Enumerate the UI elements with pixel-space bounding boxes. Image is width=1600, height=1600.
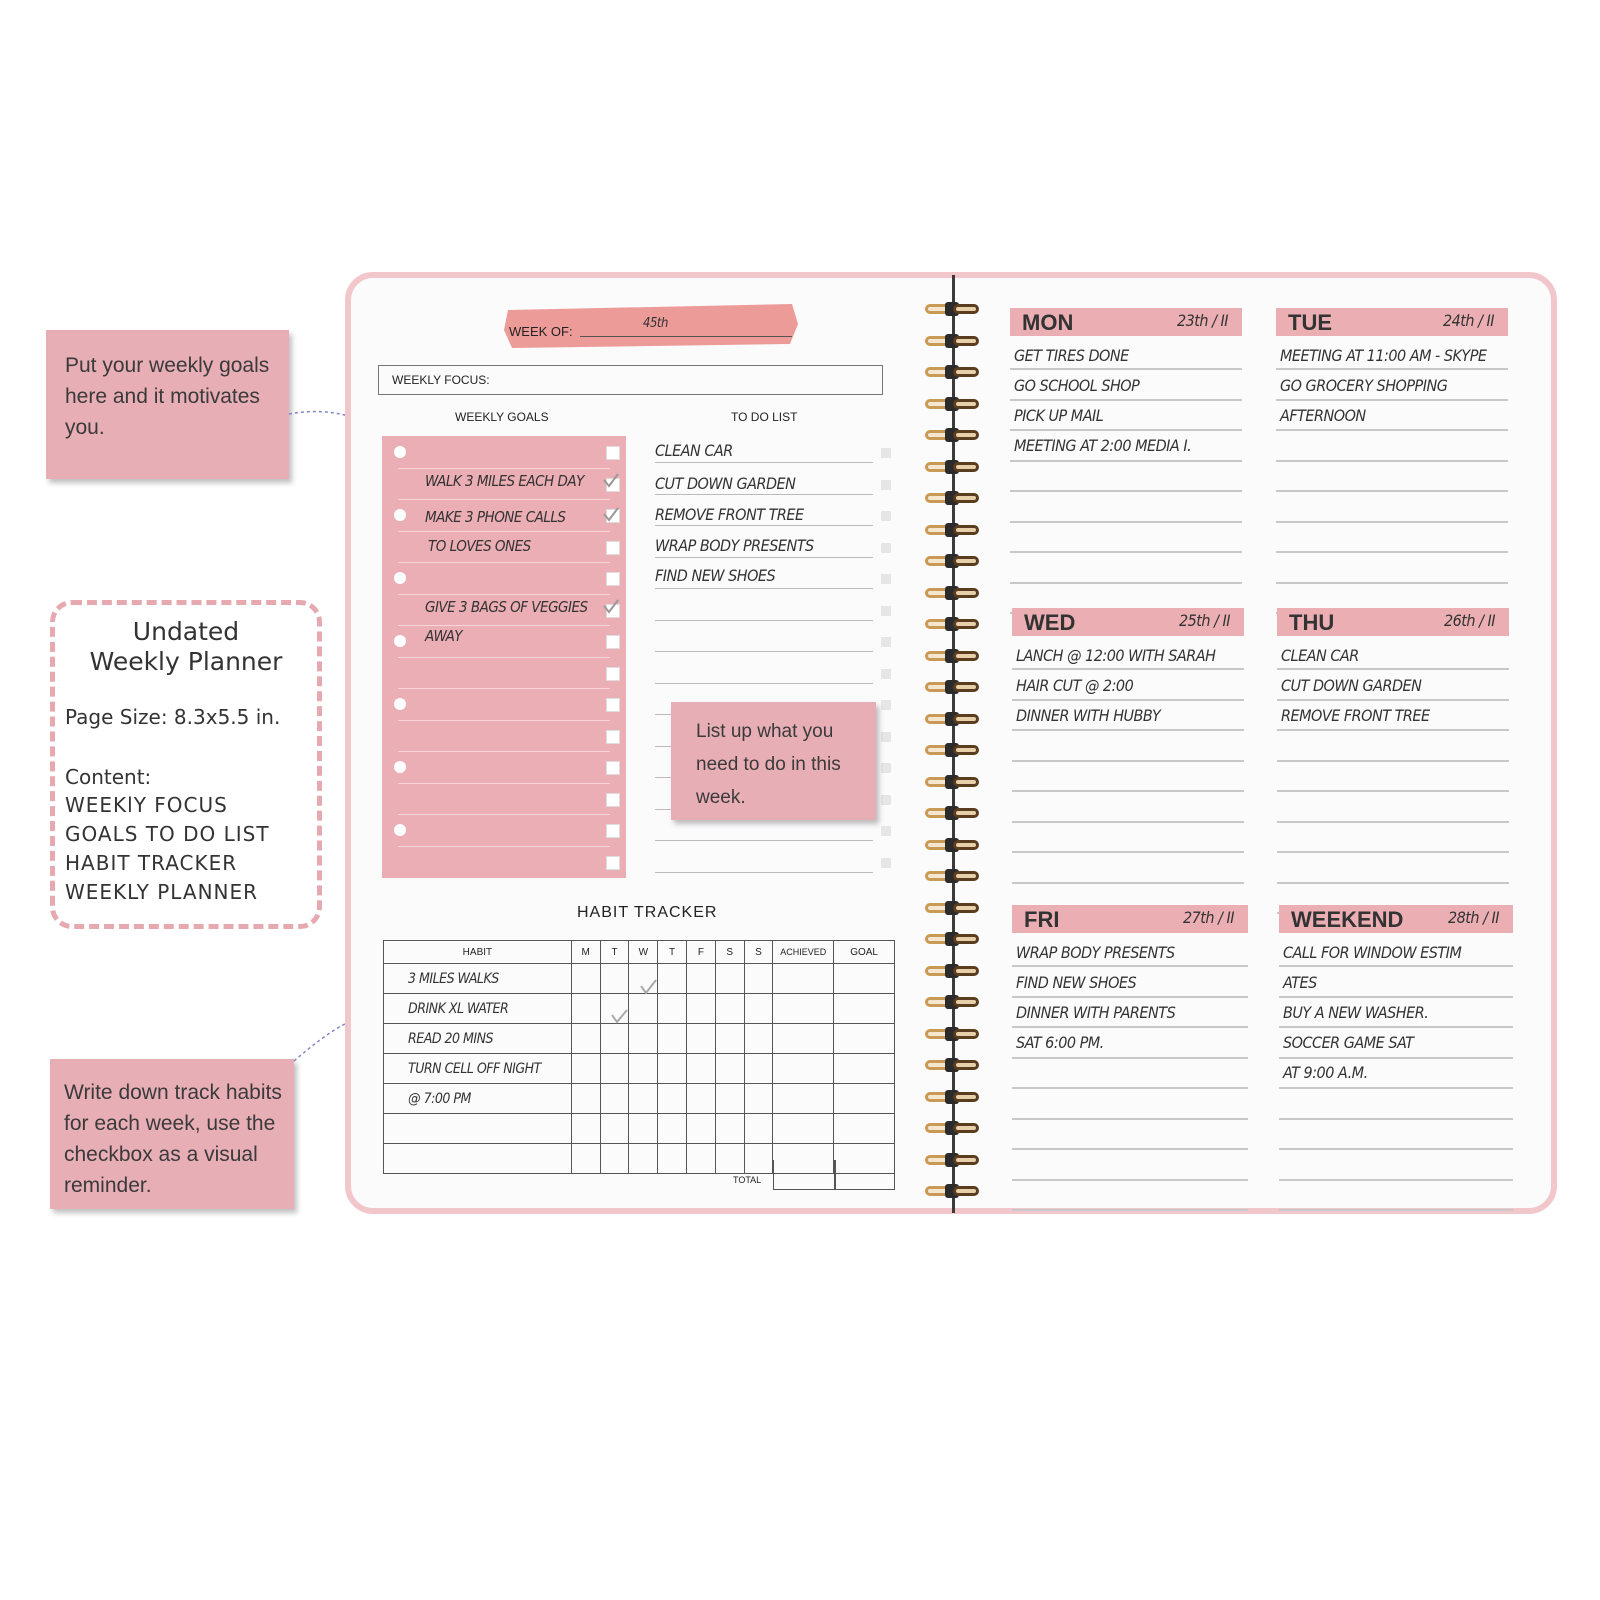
day-date: 27th / II — [1182, 908, 1234, 927]
habit-col-header: T — [600, 941, 629, 964]
day-entry: CUT DOWN GARDEN — [1281, 676, 1422, 695]
habit-name: @ 7:00 PM — [408, 1090, 471, 1107]
goal-text: WALK 3 MILES EACH DAY — [425, 472, 584, 490]
habit-col-header: M — [571, 941, 600, 964]
day-name: MON — [1022, 310, 1074, 335]
info-content-item: HABIT TRACKER — [65, 851, 238, 875]
weekly-goals-label: WEEKLY GOALS — [455, 410, 549, 424]
habit-col-header: S — [744, 941, 773, 964]
day-entry: CALL FOR WINDOW ESTIM — [1283, 943, 1462, 962]
info-page-size: Page Size: 8.3x5.5 in. — [65, 705, 281, 729]
day-date: 23th / II — [1176, 311, 1228, 330]
todo-text: FIND NEW SHOES — [655, 566, 776, 585]
habit-col-header: T — [658, 941, 687, 964]
day-entry: GO GROCERY SHOPPING — [1280, 376, 1448, 395]
habit-name: DRINK XL WATER — [408, 1000, 509, 1017]
day-entry: SAT 6:00 PM. — [1016, 1033, 1104, 1052]
day-name: THU — [1289, 610, 1335, 635]
habit-col-header: F — [686, 941, 715, 964]
week-of-label: WEEK OF: — [509, 324, 573, 339]
habit-col-header: ACHIEVED — [773, 941, 834, 964]
day-entry: LANCH @ 12:00 WITH SARAH — [1016, 646, 1216, 665]
habit-col-header: W — [629, 941, 658, 964]
day-entry: GO SCHOOL SHOP — [1014, 376, 1140, 395]
todo-text: WRAP BODY PRESENTS — [655, 536, 814, 555]
total-label: TOTAL — [733, 1175, 762, 1185]
habit-name: READ 20 MINS — [408, 1030, 494, 1047]
day-entry: HAIR CUT @ 2:00 — [1016, 676, 1134, 695]
day-entry: REMOVE FRONT TREE — [1281, 706, 1430, 725]
day-entry: SOCCER GAME SAT — [1283, 1033, 1414, 1052]
day-entry: DINNER WITH PARENTS — [1016, 1003, 1176, 1022]
habits-note-text: Write down track habits for each week, use the checkbox as a visual reminder. — [64, 1081, 282, 1197]
day-date: 24th / II — [1442, 311, 1494, 330]
day-entry: AT 9:00 A.M. — [1283, 1063, 1368, 1082]
habit-col-header: GOAL — [834, 941, 895, 964]
day-entry: MEETING AT 2:00 MEDIA I. — [1014, 436, 1192, 455]
day-entry: WRAP BODY PRESENTS — [1016, 943, 1175, 962]
todo-text: CLEAN CAR — [655, 441, 733, 460]
day-date: 28th / II — [1447, 908, 1499, 927]
day-name: FRI — [1024, 907, 1060, 932]
todo-label: TO DO LIST — [731, 410, 798, 424]
habit-col-header: HABIT — [384, 941, 572, 964]
habit-col-header: S — [715, 941, 744, 964]
goals-note-text: Put your weekly goals here and it motivates you. — [65, 354, 270, 439]
goal-text: AWAY — [425, 627, 463, 645]
day-entry: PICK UP MAIL — [1014, 406, 1104, 425]
day-entry: BUY A NEW WASHER. — [1283, 1003, 1429, 1022]
info-content-item: WEEKLY PLANNER — [65, 880, 259, 904]
day-entry: GET TIRES DONE — [1014, 346, 1129, 365]
info-title-2: Weekly Planner — [89, 647, 283, 676]
goal-text: MAKE 3 PHONE CALLS — [425, 508, 566, 526]
week-of-value: 45th — [643, 316, 668, 331]
day-name: TUE — [1288, 310, 1332, 335]
day-name: WED — [1024, 610, 1076, 635]
info-content-item: WEEKlY FOCUS — [65, 793, 228, 817]
day-entry: MEETING AT 11:00 AM - SKYPE — [1280, 346, 1487, 365]
info-content-item: GOALS TO DO LIST — [65, 822, 270, 846]
info-content-label: Content: — [65, 765, 152, 789]
goal-text: GIVE 3 BAGS OF VEGGIES — [425, 598, 588, 616]
habit-name: TURN CELL OFF NIGHT — [408, 1060, 541, 1077]
todo-note-text: List up what you need to do in this week. — [696, 721, 841, 808]
day-name: WEEKEND — [1291, 907, 1404, 932]
day-entry: ATES — [1283, 973, 1317, 992]
day-date: 26th / II — [1443, 611, 1495, 630]
todo-text: REMOVE FRONT TREE — [655, 505, 804, 524]
goal-text: TO LOVES ONES — [428, 537, 531, 555]
weekly-focus-label: WEEKLY FOCUS: — [392, 373, 490, 387]
day-entry: DINNER WITH HUBBY — [1016, 706, 1161, 725]
day-entry: CLEAN CAR — [1281, 646, 1359, 665]
day-date: 25th / II — [1178, 611, 1230, 630]
day-entry: FIND NEW SHOES — [1016, 973, 1137, 992]
day-entry: AFTERNOON — [1280, 406, 1366, 425]
todo-text: CUT DOWN GARDEN — [655, 474, 796, 493]
habit-name: 3 MILES WALKS — [408, 970, 499, 987]
habit-tracker-title: HABIT TRACKER — [577, 904, 718, 921]
info-title-1: Undated — [132, 617, 240, 646]
